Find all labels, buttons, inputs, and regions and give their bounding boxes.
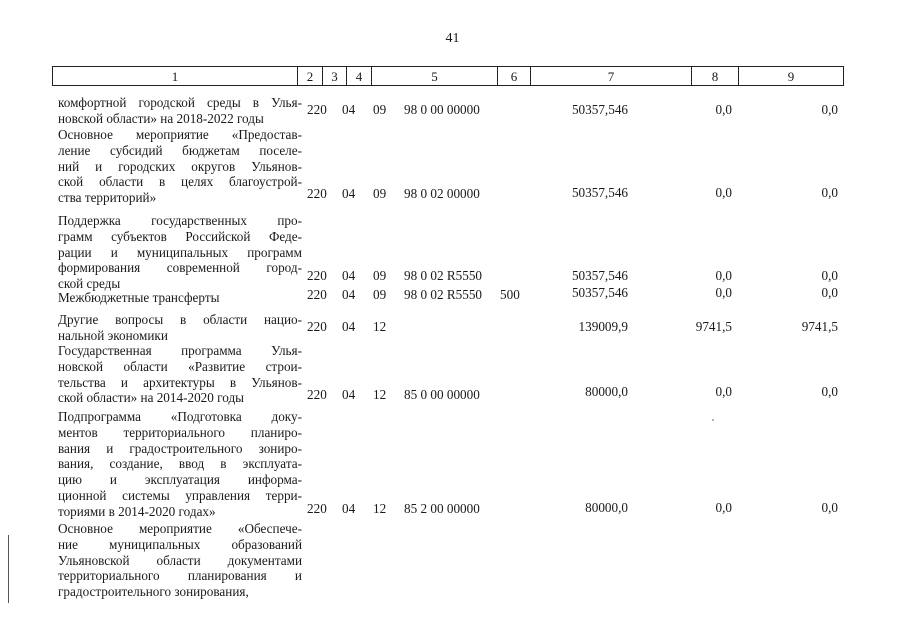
- row-3-col-9: 0,0: [821, 268, 838, 283]
- row-1-col-3: 04: [342, 102, 356, 117]
- description-line: тельства и архитектуры в Ульянов-: [58, 374, 302, 390]
- table-header: [52, 66, 844, 86]
- row-4-col-6: 500: [500, 287, 520, 302]
- row-8-description: [58, 521, 302, 600]
- description-line: Основное мероприятие «Обеспече-: [58, 521, 302, 536]
- description-line: Государственная программа Улья-: [58, 343, 302, 358]
- description-line: ционной системы управления терри-: [58, 487, 302, 503]
- row-6-col-8: 0,0: [715, 384, 732, 399]
- description-line: ства территорий»: [58, 190, 157, 206]
- description-line: ской области в целях благоустрой-: [58, 174, 302, 190]
- row-6-col-4: 12: [373, 387, 387, 402]
- description-line: цию и эксплуатация информа-: [58, 472, 302, 488]
- row-7-col-8: 0,0: [715, 500, 732, 515]
- header-col-1: 1: [53, 67, 298, 85]
- row-5-col-3: 04: [342, 319, 356, 334]
- row-3-col-2: 220: [307, 268, 327, 283]
- row-7-col-9: 0,0: [821, 500, 838, 515]
- row-3-description: [58, 213, 302, 292]
- row-1-col-4: 09: [373, 102, 387, 117]
- row-5-col-7: 139009,9: [578, 319, 628, 334]
- scan-speck: [712, 419, 714, 421]
- row-4-col-9: 0,0: [821, 285, 838, 300]
- header-col-3: 3: [323, 67, 347, 85]
- row-4-col-3: 04: [342, 287, 356, 302]
- row-7-col-7: 80000,0: [585, 500, 628, 515]
- row-2-col-3: 04: [342, 186, 356, 201]
- row-7-description: [58, 409, 302, 520]
- row-1-col-5: 98 0 00 00000: [404, 102, 480, 117]
- row-6-col-9: 0,0: [821, 384, 838, 399]
- description-line: Основное мероприятие «Предостав-: [58, 127, 302, 142]
- row-7-col-2: 220: [307, 501, 327, 516]
- header-col-2: 2: [298, 67, 323, 85]
- row-4-col-4: 09: [373, 287, 387, 302]
- description-line: ние муниципальных образований: [58, 536, 302, 552]
- row-1-description: [58, 95, 302, 127]
- row-6-col-2: 220: [307, 387, 327, 402]
- description-line: градостроительного зонирования,: [58, 584, 249, 600]
- row-5-col-9: 9741,5: [801, 319, 838, 334]
- description-line: новской области «Развитие строи-: [58, 358, 302, 374]
- row-7-col-4: 12: [373, 501, 387, 516]
- description-line: ментов территориального планиро-: [58, 424, 302, 440]
- description-line: Подпрограмма «Подготовка доку-: [58, 409, 302, 424]
- row-2-col-4: 09: [373, 186, 387, 201]
- header-col-5: 5: [372, 67, 498, 85]
- row-4-col-5: 98 0 02 R5550: [404, 287, 483, 302]
- row-4-description: [58, 290, 302, 306]
- row-3-col-3: 04: [342, 268, 356, 283]
- description-line: вания и градостроительного зониро-: [58, 440, 302, 456]
- row-2-col-8: 0,0: [715, 185, 732, 200]
- row-3-col-8: 0,0: [715, 268, 732, 283]
- description-line: Поддержка государственных про-: [58, 213, 302, 228]
- header-col-7: 7: [531, 67, 692, 85]
- description-line: ний и городских округов Ульянов-: [58, 158, 302, 174]
- row-1-col-9: 0,0: [821, 102, 838, 117]
- description-line: ской среды: [58, 276, 121, 292]
- description-line: вания, создание, ввод в эксплуата-: [58, 456, 302, 472]
- row-4-col-2: 220: [307, 287, 327, 302]
- description-line: формирования современной город-: [58, 260, 302, 276]
- row-6-col-7: 80000,0: [585, 384, 628, 399]
- row-5-col-4: 12: [373, 319, 387, 334]
- row-2-col-5: 98 0 02 00000: [404, 186, 480, 201]
- description-line: рации и муниципальных программ: [58, 244, 302, 260]
- description-line: новской области» на 2018-2022 годы: [58, 110, 264, 126]
- row-6-col-3: 04: [342, 387, 356, 402]
- header-col-8: 8: [692, 67, 739, 85]
- row-4-col-8: 0,0: [715, 285, 732, 300]
- row-5-col-2: 220: [307, 319, 327, 334]
- description-line: территориального планирования и: [58, 568, 302, 584]
- header-col-9: 9: [787, 69, 795, 84]
- row-6-description: [58, 343, 302, 406]
- description-line: Межбюджетные трансферты: [58, 290, 220, 305]
- row-2-col-9: 0,0: [821, 185, 838, 200]
- row-6-col-5: 85 0 00 00000: [404, 387, 480, 402]
- row-7-col-3: 04: [342, 501, 356, 516]
- row-2-col-2: 220: [307, 186, 327, 201]
- description-line: комфортной городской среды в Улья-: [58, 95, 302, 110]
- row-3-col-5: 98 0 02 R5550: [404, 268, 483, 283]
- description-line: ление субсидий бюджетам поселе-: [58, 142, 302, 158]
- description-line: ториями в 2014-2020 годах»: [58, 503, 216, 519]
- header-col-4: 4: [347, 67, 372, 85]
- description-line: ской области» на 2014-2020 годы: [58, 390, 245, 406]
- margin-mark: [8, 535, 9, 603]
- row-5-description: [58, 312, 302, 344]
- description-line: Ульяновской области документами: [58, 552, 302, 568]
- row-2-description: [58, 127, 302, 206]
- row-7-col-5: 85 2 00 00000: [404, 501, 480, 516]
- description-line: Другие вопросы в области нацио-: [58, 312, 302, 327]
- row-5-col-8: 9741,5: [695, 319, 732, 334]
- description-line: нальной экономики: [58, 327, 168, 343]
- row-1-col-2: 220: [307, 102, 327, 117]
- description-line: грамм субъектов Российской Феде-: [58, 228, 302, 244]
- row-3-col-4: 09: [373, 268, 387, 283]
- row-1-col-8: 0,0: [715, 102, 732, 117]
- row-3-col-7: 50357,546: [571, 268, 628, 283]
- row-4-col-7: 50357,546: [571, 285, 628, 300]
- header-col-6: 6: [498, 67, 531, 85]
- row-1-col-7: 50357,546: [571, 102, 628, 117]
- row-2-col-7: 50357,546: [571, 185, 628, 200]
- page-number: 41: [445, 31, 460, 46]
